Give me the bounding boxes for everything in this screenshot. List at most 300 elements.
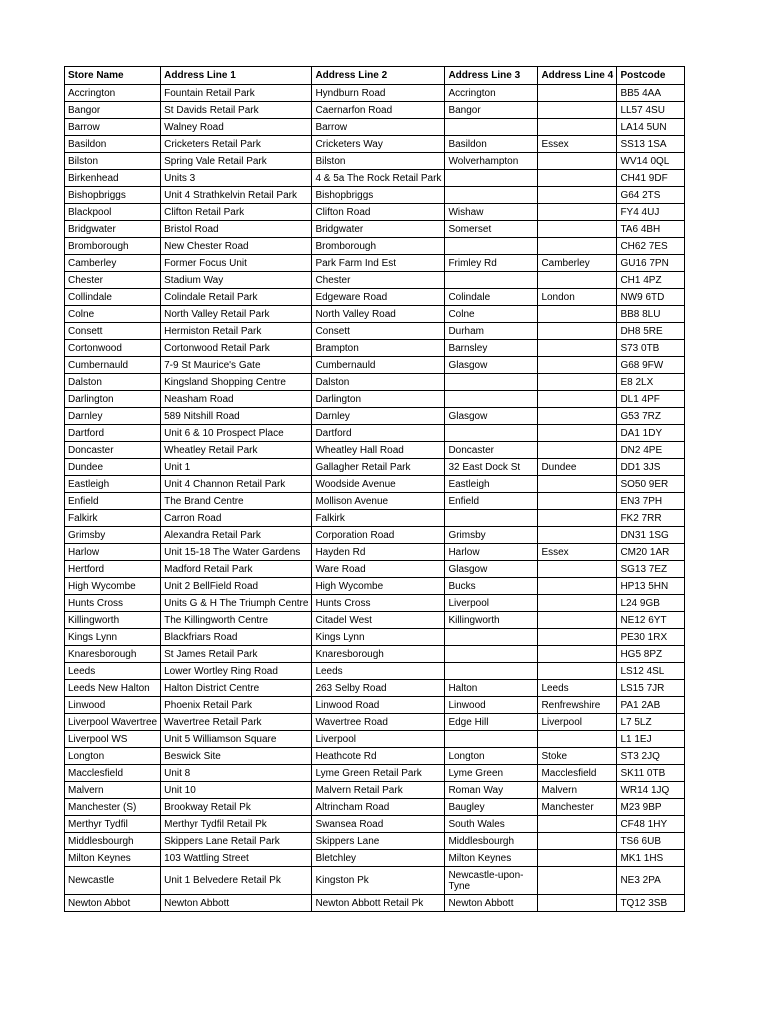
cell-address-line-4: Camberley	[538, 255, 617, 272]
cell-address-line-4	[538, 374, 617, 391]
cell-store-name: Enfield	[65, 493, 161, 510]
table-row	[65, 595, 685, 612]
cell-store-name: Newcastle	[65, 867, 161, 895]
cell-address-line-1: Unit 1	[161, 459, 312, 476]
cell-address-line-1: 7-9 St Maurice's Gate	[161, 357, 312, 374]
cell-address-line-4	[538, 357, 617, 374]
cell-address-line-2: Woodside Avenue	[312, 476, 445, 493]
cell-postcode: FY4 4UJ	[617, 204, 685, 221]
cell-address-line-3	[445, 391, 538, 408]
cell-store-name: Blackpool	[65, 204, 161, 221]
cell-address-line-1: Merthyr Tydfil Retail Pk	[161, 816, 312, 833]
cell-store-name: Bilston	[65, 153, 161, 170]
cell-store-name: Longton	[65, 748, 161, 765]
table-row	[65, 850, 685, 867]
cell-address-line-4	[538, 340, 617, 357]
cell-address-line-4	[538, 850, 617, 867]
cell-store-name: Liverpool WS	[65, 731, 161, 748]
cell-address-line-4: Macclesfield	[538, 765, 617, 782]
cell-postcode: BB5 4AA	[617, 85, 685, 102]
cell-address-line-4	[538, 204, 617, 221]
table-row	[65, 782, 685, 799]
table-row	[65, 255, 685, 272]
cell-address-line-1: Unit 10	[161, 782, 312, 799]
table-row	[65, 136, 685, 153]
cell-address-line-4: Leeds	[538, 680, 617, 697]
cell-address-line-4: Manchester	[538, 799, 617, 816]
cell-address-line-1: Phoenix Retail Park	[161, 697, 312, 714]
cell-postcode: NE3 2PA	[617, 867, 685, 895]
cell-address-line-3	[445, 510, 538, 527]
header-address-line-1: Address Line 1	[161, 67, 312, 85]
cell-address-line-3	[445, 374, 538, 391]
cell-address-line-1: Beswick Site	[161, 748, 312, 765]
cell-address-line-3: South Wales	[445, 816, 538, 833]
cell-address-line-1: St James Retail Park	[161, 646, 312, 663]
cell-address-line-3: Colindale	[445, 289, 538, 306]
cell-address-line-1: Former Focus Unit	[161, 255, 312, 272]
cell-postcode: SS13 1SA	[617, 136, 685, 153]
table-body	[65, 85, 685, 912]
cell-address-line-3: Newton Abbott	[445, 895, 538, 912]
cell-address-line-3	[445, 629, 538, 646]
cell-address-line-2: Skippers Lane	[312, 833, 445, 850]
cell-store-name: Leeds	[65, 663, 161, 680]
cell-store-name: Liverpool Wavertree	[65, 714, 161, 731]
cell-address-line-1: Units G & H The Triumph Centre	[161, 595, 312, 612]
cell-address-line-2: Darnley	[312, 408, 445, 425]
cell-postcode: L24 9GB	[617, 595, 685, 612]
cell-postcode: M23 9BP	[617, 799, 685, 816]
cell-address-line-2: Ware Road	[312, 561, 445, 578]
cell-address-line-4	[538, 663, 617, 680]
cell-address-line-2: Falkirk	[312, 510, 445, 527]
table-row	[65, 867, 685, 895]
cell-address-line-4	[538, 153, 617, 170]
cell-postcode: SO50 9ER	[617, 476, 685, 493]
table-row	[65, 578, 685, 595]
cell-address-line-3: Bucks	[445, 578, 538, 595]
cell-address-line-1: Madford Retail Park	[161, 561, 312, 578]
cell-postcode: CH1 4PZ	[617, 272, 685, 289]
cell-postcode: NE12 6YT	[617, 612, 685, 629]
cell-address-line-1: Unit 6 & 10 Prospect Place	[161, 425, 312, 442]
table-row	[65, 85, 685, 102]
cell-store-name: Dalston	[65, 374, 161, 391]
cell-address-line-3: Glasgow	[445, 357, 538, 374]
cell-address-line-1: Unit 5 Williamson Square	[161, 731, 312, 748]
header-postcode: Postcode	[617, 67, 685, 85]
cell-postcode: CM20 1AR	[617, 544, 685, 561]
table-row	[65, 102, 685, 119]
cell-postcode: DN2 4PE	[617, 442, 685, 459]
cell-store-name: Hunts Cross	[65, 595, 161, 612]
cell-address-line-4	[538, 119, 617, 136]
cell-postcode: LL57 4SU	[617, 102, 685, 119]
cell-address-line-2: Edgeware Road	[312, 289, 445, 306]
table-row	[65, 544, 685, 561]
cell-postcode: PA1 2AB	[617, 697, 685, 714]
cell-address-line-2: High Wycombe	[312, 578, 445, 595]
cell-address-line-3	[445, 663, 538, 680]
table-row	[65, 408, 685, 425]
cell-address-line-3: Durham	[445, 323, 538, 340]
table-row	[65, 731, 685, 748]
cell-address-line-2: Leeds	[312, 663, 445, 680]
cell-store-name: Middlesbourgh	[65, 833, 161, 850]
cell-store-name: High Wycombe	[65, 578, 161, 595]
table-row	[65, 833, 685, 850]
cell-store-name: Dundee	[65, 459, 161, 476]
cell-address-line-1: Walney Road	[161, 119, 312, 136]
cell-address-line-4: Stoke	[538, 748, 617, 765]
cell-postcode: FK2 7RR	[617, 510, 685, 527]
cell-postcode: LA14 5UN	[617, 119, 685, 136]
cell-address-line-4: Dundee	[538, 459, 617, 476]
cell-store-name: Accrington	[65, 85, 161, 102]
table-row	[65, 510, 685, 527]
header-address-line-4: Address Line 4	[538, 67, 617, 85]
cell-address-line-2: Dartford	[312, 425, 445, 442]
cell-store-name: Collindale	[65, 289, 161, 306]
cell-address-line-3	[445, 119, 538, 136]
cell-address-line-1: Cricketers Retail Park	[161, 136, 312, 153]
table-row	[65, 272, 685, 289]
cell-address-line-2: Caernarfon Road	[312, 102, 445, 119]
cell-address-line-2: Gallagher Retail Park	[312, 459, 445, 476]
cell-store-name: Leeds New Halton	[65, 680, 161, 697]
cell-postcode: G53 7RZ	[617, 408, 685, 425]
table-row	[65, 187, 685, 204]
cell-store-name: Falkirk	[65, 510, 161, 527]
cell-address-line-1: Unit 15-18 The Water Gardens	[161, 544, 312, 561]
cell-address-line-3: Doncaster	[445, 442, 538, 459]
cell-store-name: Dartford	[65, 425, 161, 442]
table-row	[65, 765, 685, 782]
cell-address-line-3	[445, 238, 538, 255]
cell-address-line-2: Liverpool	[312, 731, 445, 748]
cell-address-line-3: Somerset	[445, 221, 538, 238]
table-row	[65, 238, 685, 255]
cell-address-line-2: Knaresborough	[312, 646, 445, 663]
cell-postcode: HP13 5HN	[617, 578, 685, 595]
cell-address-line-4	[538, 170, 617, 187]
header-store-name: Store Name	[65, 67, 161, 85]
cell-address-line-4	[538, 595, 617, 612]
cell-address-line-3: Liverpool	[445, 595, 538, 612]
cell-address-line-1: St Davids Retail Park	[161, 102, 312, 119]
cell-address-line-3: Roman Way	[445, 782, 538, 799]
cell-address-line-1: Colindale Retail Park	[161, 289, 312, 306]
cell-address-line-1: The Brand Centre	[161, 493, 312, 510]
cell-postcode: TS6 6UB	[617, 833, 685, 850]
cell-store-name: Grimsby	[65, 527, 161, 544]
cell-address-line-3: Frimley Rd	[445, 255, 538, 272]
cell-address-line-1: Unit 1 Belvedere Retail Pk	[161, 867, 312, 895]
table-row	[65, 680, 685, 697]
cell-postcode: CH62 7ES	[617, 238, 685, 255]
cell-store-name: Bridgwater	[65, 221, 161, 238]
table-row	[65, 170, 685, 187]
table-row	[65, 306, 685, 323]
cell-address-line-2: Park Farm Ind Est	[312, 255, 445, 272]
cell-address-line-2: Cricketers Way	[312, 136, 445, 153]
cell-store-name: Manchester (S)	[65, 799, 161, 816]
cell-address-line-3: Newcastle-upon-Tyne	[445, 867, 538, 895]
cell-postcode: TA6 4BH	[617, 221, 685, 238]
cell-address-line-2: Barrow	[312, 119, 445, 136]
cell-address-line-4	[538, 578, 617, 595]
cell-address-line-4	[538, 527, 617, 544]
cell-postcode: L1 1EJ	[617, 731, 685, 748]
cell-address-line-2: Bishopbriggs	[312, 187, 445, 204]
table-row	[65, 289, 685, 306]
cell-postcode: G64 2TS	[617, 187, 685, 204]
cell-postcode: WV14 0QL	[617, 153, 685, 170]
cell-address-line-3: Longton	[445, 748, 538, 765]
cell-postcode: L7 5LZ	[617, 714, 685, 731]
cell-address-line-1: Unit 8	[161, 765, 312, 782]
cell-address-line-1: Stadium Way	[161, 272, 312, 289]
cell-address-line-4	[538, 895, 617, 912]
cell-address-line-2: Hunts Cross	[312, 595, 445, 612]
cell-address-line-1: Cortonwood Retail Park	[161, 340, 312, 357]
cell-address-line-3	[445, 425, 538, 442]
cell-address-line-2: Altrincham Road	[312, 799, 445, 816]
cell-address-line-4	[538, 561, 617, 578]
cell-postcode: CH41 9DF	[617, 170, 685, 187]
cell-address-line-1: Bristol Road	[161, 221, 312, 238]
cell-address-line-4: Liverpool	[538, 714, 617, 731]
cell-address-line-2: Chester	[312, 272, 445, 289]
cell-store-name: Basildon	[65, 136, 161, 153]
table-row	[65, 527, 685, 544]
table-row	[65, 895, 685, 912]
store-address-table	[64, 66, 685, 912]
cell-address-line-1: Neasham Road	[161, 391, 312, 408]
cell-address-line-2: Hyndburn Road	[312, 85, 445, 102]
cell-store-name: Chester	[65, 272, 161, 289]
cell-address-line-1: 589 Nitshill Road	[161, 408, 312, 425]
cell-address-line-2: Corporation Road	[312, 527, 445, 544]
cell-postcode: HG5 8PZ	[617, 646, 685, 663]
table-row	[65, 391, 685, 408]
cell-address-line-2: Newton Abbott Retail Pk	[312, 895, 445, 912]
cell-address-line-2: Bridgwater	[312, 221, 445, 238]
cell-address-line-1: Lower Wortley Ring Road	[161, 663, 312, 680]
cell-address-line-1: Unit 4 Strathkelvin Retail Park	[161, 187, 312, 204]
header-row	[65, 67, 685, 85]
cell-store-name: Consett	[65, 323, 161, 340]
cell-address-line-2: Hayden Rd	[312, 544, 445, 561]
cell-store-name: Camberley	[65, 255, 161, 272]
cell-store-name: Malvern	[65, 782, 161, 799]
cell-address-line-3: Baugley	[445, 799, 538, 816]
cell-address-line-4	[538, 323, 617, 340]
cell-postcode: ST3 2JQ	[617, 748, 685, 765]
cell-address-line-2: Bletchley	[312, 850, 445, 867]
cell-address-line-2: Wheatley Hall Road	[312, 442, 445, 459]
table-row	[65, 612, 685, 629]
cell-address-line-4	[538, 221, 617, 238]
cell-address-line-1: Brookway Retail Pk	[161, 799, 312, 816]
cell-store-name: Barrow	[65, 119, 161, 136]
table-row	[65, 442, 685, 459]
table-row	[65, 561, 685, 578]
cell-address-line-2: Consett	[312, 323, 445, 340]
cell-store-name: Bangor	[65, 102, 161, 119]
cell-store-name: Cumbernauld	[65, 357, 161, 374]
table-row	[65, 697, 685, 714]
cell-store-name: Milton Keynes	[65, 850, 161, 867]
table-row	[65, 799, 685, 816]
table-row	[65, 493, 685, 510]
table-row	[65, 748, 685, 765]
cell-store-name: Bromborough	[65, 238, 161, 255]
cell-address-line-3: Wolverhampton	[445, 153, 538, 170]
cell-postcode: SK11 0TB	[617, 765, 685, 782]
table-row	[65, 357, 685, 374]
cell-address-line-2: Mollison Avenue	[312, 493, 445, 510]
cell-address-line-3	[445, 170, 538, 187]
cell-store-name: Cortonwood	[65, 340, 161, 357]
cell-postcode: GU16 7PN	[617, 255, 685, 272]
cell-store-name: Darlington	[65, 391, 161, 408]
cell-store-name: Colne	[65, 306, 161, 323]
cell-address-line-3: Halton	[445, 680, 538, 697]
cell-address-line-1: New Chester Road	[161, 238, 312, 255]
cell-address-line-4: London	[538, 289, 617, 306]
table-row	[65, 663, 685, 680]
cell-address-line-4	[538, 306, 617, 323]
cell-address-line-2: Cumbernauld	[312, 357, 445, 374]
cell-address-line-2: Bromborough	[312, 238, 445, 255]
table-row	[65, 221, 685, 238]
cell-address-line-3: Enfield	[445, 493, 538, 510]
cell-address-line-4	[538, 442, 617, 459]
cell-address-line-1: The Killingworth Centre	[161, 612, 312, 629]
cell-address-line-2: Darlington	[312, 391, 445, 408]
cell-address-line-1: Fountain Retail Park	[161, 85, 312, 102]
cell-address-line-3	[445, 187, 538, 204]
cell-store-name: Birkenhead	[65, 170, 161, 187]
cell-address-line-2: Dalston	[312, 374, 445, 391]
cell-postcode: DD1 3JS	[617, 459, 685, 476]
cell-address-line-4: Malvern	[538, 782, 617, 799]
cell-postcode: NW9 6TD	[617, 289, 685, 306]
cell-address-line-4	[538, 391, 617, 408]
cell-postcode: CF48 1HY	[617, 816, 685, 833]
cell-postcode: DA1 1DY	[617, 425, 685, 442]
cell-address-line-2: Heathcote Rd	[312, 748, 445, 765]
cell-address-line-3: Killingworth	[445, 612, 538, 629]
cell-store-name: Bishopbriggs	[65, 187, 161, 204]
cell-address-line-2: Malvern Retail Park	[312, 782, 445, 799]
cell-store-name: Eastleigh	[65, 476, 161, 493]
cell-address-line-4	[538, 493, 617, 510]
cell-postcode: EN3 7PH	[617, 493, 685, 510]
cell-address-line-4	[538, 612, 617, 629]
cell-address-line-2: Kingston Pk	[312, 867, 445, 895]
cell-address-line-3: Accrington	[445, 85, 538, 102]
cell-postcode: DL1 4PF	[617, 391, 685, 408]
cell-address-line-3: Eastleigh	[445, 476, 538, 493]
cell-address-line-1: Units 3	[161, 170, 312, 187]
cell-store-name: Harlow	[65, 544, 161, 561]
cell-address-line-3: 32 East Dock St	[445, 459, 538, 476]
cell-address-line-3: Basildon	[445, 136, 538, 153]
cell-postcode: BB8 8LU	[617, 306, 685, 323]
table-row	[65, 374, 685, 391]
cell-address-line-4	[538, 833, 617, 850]
cell-address-line-4	[538, 510, 617, 527]
table-row	[65, 646, 685, 663]
cell-address-line-4: Renfrewshire	[538, 697, 617, 714]
cell-address-line-1: 103 Wattling Street	[161, 850, 312, 867]
cell-address-line-1: Alexandra Retail Park	[161, 527, 312, 544]
cell-store-name: Hertford	[65, 561, 161, 578]
cell-address-line-1: North Valley Retail Park	[161, 306, 312, 323]
cell-store-name: Killingworth	[65, 612, 161, 629]
cell-address-line-3: Milton Keynes	[445, 850, 538, 867]
table-row	[65, 204, 685, 221]
cell-store-name: Knaresborough	[65, 646, 161, 663]
cell-address-line-3: Glasgow	[445, 561, 538, 578]
cell-postcode: LS12 4SL	[617, 663, 685, 680]
cell-postcode: PE30 1RX	[617, 629, 685, 646]
table-row	[65, 816, 685, 833]
table-row	[65, 323, 685, 340]
cell-address-line-4	[538, 629, 617, 646]
cell-address-line-1: Halton District Centre	[161, 680, 312, 697]
cell-address-line-3: Middlesbourgh	[445, 833, 538, 850]
cell-address-line-4: Essex	[538, 544, 617, 561]
cell-address-line-1: Skippers Lane Retail Park	[161, 833, 312, 850]
cell-address-line-2: Clifton Road	[312, 204, 445, 221]
cell-address-line-3: Edge Hill	[445, 714, 538, 731]
cell-postcode: DN31 1SG	[617, 527, 685, 544]
cell-address-line-3: Grimsby	[445, 527, 538, 544]
table-row	[65, 459, 685, 476]
cell-address-line-4	[538, 85, 617, 102]
cell-address-line-2: 263 Selby Road	[312, 680, 445, 697]
cell-store-name: Newton Abbot	[65, 895, 161, 912]
cell-address-line-2: Lyme Green Retail Park	[312, 765, 445, 782]
cell-postcode: TQ12 3SB	[617, 895, 685, 912]
cell-address-line-4	[538, 102, 617, 119]
cell-store-name: Darnley	[65, 408, 161, 425]
cell-address-line-4	[538, 187, 617, 204]
cell-address-line-4	[538, 816, 617, 833]
cell-store-name: Doncaster	[65, 442, 161, 459]
cell-address-line-1: Spring Vale Retail Park	[161, 153, 312, 170]
cell-address-line-4	[538, 408, 617, 425]
cell-address-line-4	[538, 476, 617, 493]
cell-store-name: Linwood	[65, 697, 161, 714]
cell-address-line-2: Swansea Road	[312, 816, 445, 833]
cell-address-line-1: Kingsland Shopping Centre	[161, 374, 312, 391]
header-address-line-2: Address Line 2	[312, 67, 445, 85]
cell-address-line-2: Wavertree Road	[312, 714, 445, 731]
cell-address-line-2: 4 & 5a The Rock Retail Park	[312, 170, 445, 187]
cell-postcode: MK1 1HS	[617, 850, 685, 867]
cell-address-line-2: Citadel West	[312, 612, 445, 629]
cell-postcode: E8 2LX	[617, 374, 685, 391]
cell-address-line-3: Wishaw	[445, 204, 538, 221]
cell-address-line-1: Unit 4 Channon Retail Park	[161, 476, 312, 493]
cell-postcode: LS15 7JR	[617, 680, 685, 697]
table-row	[65, 119, 685, 136]
